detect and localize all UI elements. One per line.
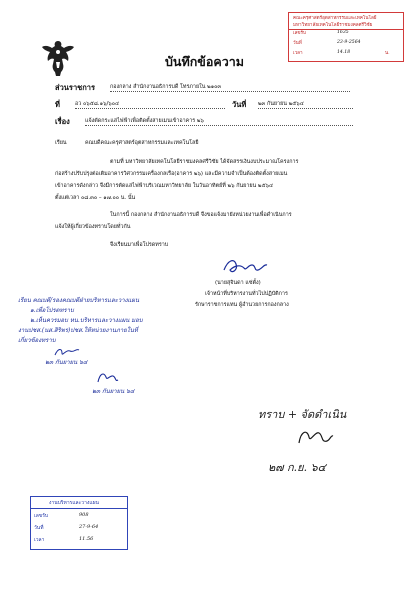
planning-stamp-no-value: 908 — [79, 512, 89, 518]
to-value: คณบดีคณะครุศาสตร์อุตสาหกรรมและเทคโนโลยี — [85, 140, 199, 146]
body-p1-line3: เข้าอาคารดังกล่าว จึงมีการตัดแสไฟฟ้าบริเวณมหาวิทยาลัย ในวันอาทิตย์ที่ ๒๖ กันยายน ๒๕๖๔ — [55, 183, 274, 189]
signer-position1: เจ้าหน้าที่บริหารงานทั่วไปปฏิบัติการ — [205, 291, 288, 297]
department-label: ส่วนราชการ — [55, 83, 96, 92]
handwritten-right-signature — [295, 425, 335, 449]
planning-stamp-date-value: 27-9-64 — [79, 524, 99, 530]
planning-stamp-time-value: 11.56 — [79, 536, 94, 542]
memo-title: บันทึกข้อความ — [165, 54, 244, 69]
closing-text: จึงเรียนมาเพื่อโปรดทราบ — [110, 242, 169, 248]
stamp-no-value: 1635 — [337, 30, 349, 35]
handwritten-right-line1: ทราบ + จัดดำเนิน — [258, 408, 347, 421]
stamp-org-line1: คณะครุศาสตร์อุตสาหกรรมและเทคโนโลยี — [293, 16, 377, 21]
note-line1: เรียน คณบดี/รองคณบดีฝ่ายบริหารและวางแผน — [18, 297, 140, 304]
planning-stamp-no-label: เลขรับ — [34, 513, 49, 519]
note-line2: ๑.เพื่อโปรดทราบ — [30, 307, 74, 314]
note-date1: ๒๓ กันยายน ๖๔ — [45, 359, 88, 366]
note-initials-mark — [52, 345, 82, 359]
stamp-date-label: วันที่ — [293, 41, 302, 46]
body-p1-line1: ตามที่ มหาวิทยาลัยเทคโนโลยีราชมงคลศรีวิชัย ได้จัดสรรเงินงบประมาณโครงการ — [110, 159, 299, 165]
note-initials-mark-2 — [95, 370, 121, 386]
stamp-no-label: เลขรับ — [293, 31, 306, 36]
stamp-time-value: 14.18 — [337, 50, 351, 55]
to-label: เรียน — [55, 140, 67, 146]
planning-stamp-title: งานบริหารและวางแผน — [49, 500, 99, 506]
ref-value: อว ๐๖๕๘.๑๖/๖๐๔ — [75, 101, 225, 109]
signer-position2: รักษาราชการแทน ผู้อำนวยการกองกลาง — [195, 302, 289, 308]
stamp-org-line2: มหาวิทยาลัยเทคโนโลยีราชมงคลศรีวิชัย — [293, 23, 373, 28]
planning-stamp-divider — [31, 508, 127, 509]
stamp-time-label: เวลา — [293, 51, 303, 56]
body-p1-line2: ก่อสร้างปรับปรุงต่อเติมอาคารวิศวกรรมเครื่องกลเรือ(อาคาร ๒๖) และมีความจำเป็นต้องติดตั้งสายเมน — [55, 171, 288, 177]
body-p2-line2: แจ้งให้ผู้เกี่ยวข้องทราบโดยทั่วกัน — [55, 224, 131, 230]
date-label: วันที่ — [232, 100, 247, 109]
department-value: กองกลาง สำนักงานอธิการบดี โทรภายใน ๒๑๐๓ — [110, 84, 350, 92]
subject-label: เรื่อง — [55, 117, 70, 126]
received-stamp — [288, 12, 404, 62]
stamp-date-value: 23-9-2564 — [337, 40, 361, 45]
handwritten-right-date: ๒๗ ก.ย. ๖๔ — [268, 461, 326, 474]
date-value: ๒๓ กันยายน ๒๕๖๔ — [258, 101, 353, 109]
body-p1-line4: ตั้งแต่เวลา ๐๘.๓๐ – ๑๗.๐๐ น. นั้น — [55, 195, 136, 201]
planning-stamp-date-label: วันที่ — [34, 525, 44, 531]
subject-value: แจ้งตัดกระแสไฟฟ้าเพื่อติดตั้งสายเมนเข้าอาคาร ๒๖ — [85, 118, 353, 126]
signature-mark — [220, 256, 270, 278]
planning-stamp-time-label: เวลา — [34, 537, 45, 543]
garuda-emblem-icon — [40, 38, 76, 78]
body-p2-line1: ในการนี้ กองกลาง สำนักงานอธิการบดี จึงขอแจ้งมายังหน่วยงานเพื่อดำเนินการ — [110, 212, 292, 218]
note-line4: งานปชส.(นส.สิริพร)ปชส.ให้หน่วยงานภายในที่ — [18, 327, 138, 334]
ref-label: ที่ — [55, 100, 60, 109]
signer-name: (นายสุจินดา แซ่ตั้ง) — [215, 280, 261, 286]
note-line3: ๒.เห็นควรมอบ หน.บริหารและวางแผน มอบ — [30, 317, 143, 324]
planning-stamp — [30, 496, 128, 550]
stamp-time-unit: น. — [385, 51, 390, 56]
stamp-divider — [289, 29, 403, 30]
note-date2: ๒๓ กันยายน ๖๔ — [92, 388, 135, 395]
note-line5: เกี่ยวข้องทราบ — [18, 337, 56, 344]
